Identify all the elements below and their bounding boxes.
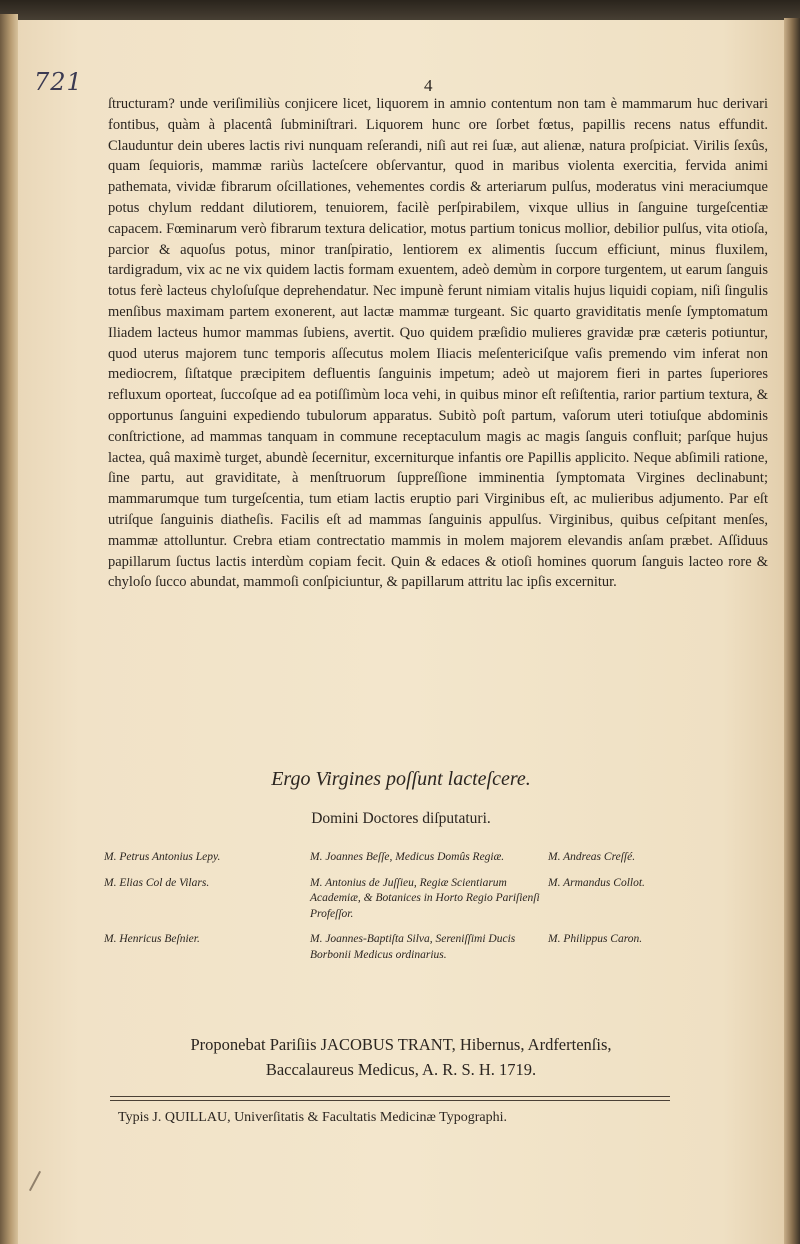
respondent-block [18,1032,784,1082]
doctor-entry: M. Andreas Creſſé. [548,851,636,863]
page-number: 4 [424,76,433,95]
doctor-entry: M. Henricus Beſnier. [104,933,200,945]
doctors-heading: Domini Doctores diſputaturi. [311,810,491,827]
printer-imprint: Typis J. QUILLAU, Univerſitatis & Facultatis Medicinæ Typographi. [118,1110,507,1125]
respondent-line: Proponebat Pariſiis JACOBUS TRANT, Hibernus, Ardfertenſis, [190,1035,612,1054]
ink-mark [29,1171,41,1191]
book-fore-edge [784,18,800,1244]
divider-rule [110,1100,670,1101]
doctor-entry: M. Armandus Collot. [548,876,645,889]
handwritten-folio-number: 721 [34,68,83,96]
doctors-list [104,850,754,963]
book-gutter [0,14,18,1244]
doctor-entry: M. Petrus Antonius Lepy. [104,851,221,863]
book-top-edge [0,0,800,22]
thesis-conclusion: Ergo Virgines poſſunt lacteſcere. [271,768,531,790]
doctor-entry: M. Joannes-Baptiſta Silva, Sereniſſimi Ducis Borbonii Medicus ordinarius. [310,933,516,961]
degree-date-line: Baccalaureus Medicus, A. R. S. H. 1719. [265,1060,537,1079]
doctor-entry: M. Elias Col de Vilars. [104,876,210,889]
body-paragraph: ſtructuram? unde veriſimiliùs conjicere licet, liquorem in amnio contentum non tam è mammarum huc derivari fontibus, quàm à placentâ ſubminiſtrari. Liquorem hunc ore ſorbet fœtus, papillis recens natus effundit. Clauduntur dein uberes lactis rivi nunquam reſerandi, niſi aut rei ſuæ, aut alienæ, natura proſpiciat. Virilis ſexûs, quam ſequioris, mammæ rariùs lacteſcere obſervantur, quod in maribus violenta exercitia, fervida animi pathemata, vividæ fibrarum oſcillationes, vehementes cordis & arteriarum pulſus, moderatus vini meraciumque potus chylum reddant dilutiorem, tenuiorem, facilè perſpirabilem, vixque ullius in ſanguine turgeſcentiæ capacem. Fœminarum verò fibrarum textura delicatior, motus partium tonicus mollior, debilior pulſus, vita otioſa, parcior & aquoſus potus, minor tranſpiratio, lentiorem ex alimentis ſuccum efficiunt, minus fluxilem, tardigradum, vix ac ne vix quidem lactis formam exuentem, adeò demùm in corpore turgentem, ut earum ſanguis totus ferè lacteus chyloſuſque deprehendatur. Nec impunè ferunt nimiam vitalis hujus liquidi copiam, niſi ſingulis menſibus maximam partem exonerent, aut lactæ mammæ turgeant. Sic quarto graviditatis menſe ſymptomatum Iliadem lacteus humor mammas ſubiens, avertit. Quo quidem præſidio mulieres gravidæ præ cæteris potiuntur, quod uterus majorem tunc temporis aſſecutus molem Iliacis meſentericiſque vaſis premendo vim inferat non mediocrem, ſiſtatque præcipitem defluentis ſanguinis impetum; adeò ut majorem fieri in partes ſuperiores refluxum oporteat, ſuccoſque ad ea potiſſimùm loca vehi, in quibus minor eſt reſiſtentia, rarior partium textura, & opportunus ſanguini expediendo tubulorum apparatus. Subitò poſt partum, vaſorum uteri totiuſque abdominis conſtrictione, ad mammas tanquam in commune receptaculum magis ac magis ſanguis confluit; parſque hujus lactea, quâ maximè turget, abundè ſecernitur, excerniturque infantis ore Papillis applicito. Neque abſimili ratione, ſine partu, aut graviditate, à menſtruorum ſuppreſſione imminentia ſymptomata Virgines declinabunt; mammarumque tum turgeſcentia, tum etiam lactis eruptio pari Virginibus eſt, ac mulieribus adjumento. Par eſt utriſque ſanguinis diatheſis. Facilis eſt ad mammas ſanguinis appulſus. Virginibus, quibus ceſpitant menſes, mammæ attolluntur. Crebra etiam contrectatio mammis in molem majorem elevandis anſam præbet. Aſſiduus papillarum ſuctus lactis interdùm copiam fecit. Quin & edaces & otioſi homines quorum ſanguis lacteo rore & chyloſo ſucco abundat, mammoſi conſpiciuntur, & papillarum attritu lac ipſis excernitur. [108,96,768,591]
doctor-entry: M. Philippus Caron. [548,933,643,945]
doctor-entry: M. Antonius de Juſſieu, Regiæ Scientiarum Academiæ, & Botanices in Horto Regio Pariſienſi Profeſſor. [310,876,540,920]
document-page [18,20,784,1244]
divider-rule [110,1096,670,1097]
doctor-entry: M. Joannes Beſſe, Medicus Domûs Regiæ. [310,851,505,863]
